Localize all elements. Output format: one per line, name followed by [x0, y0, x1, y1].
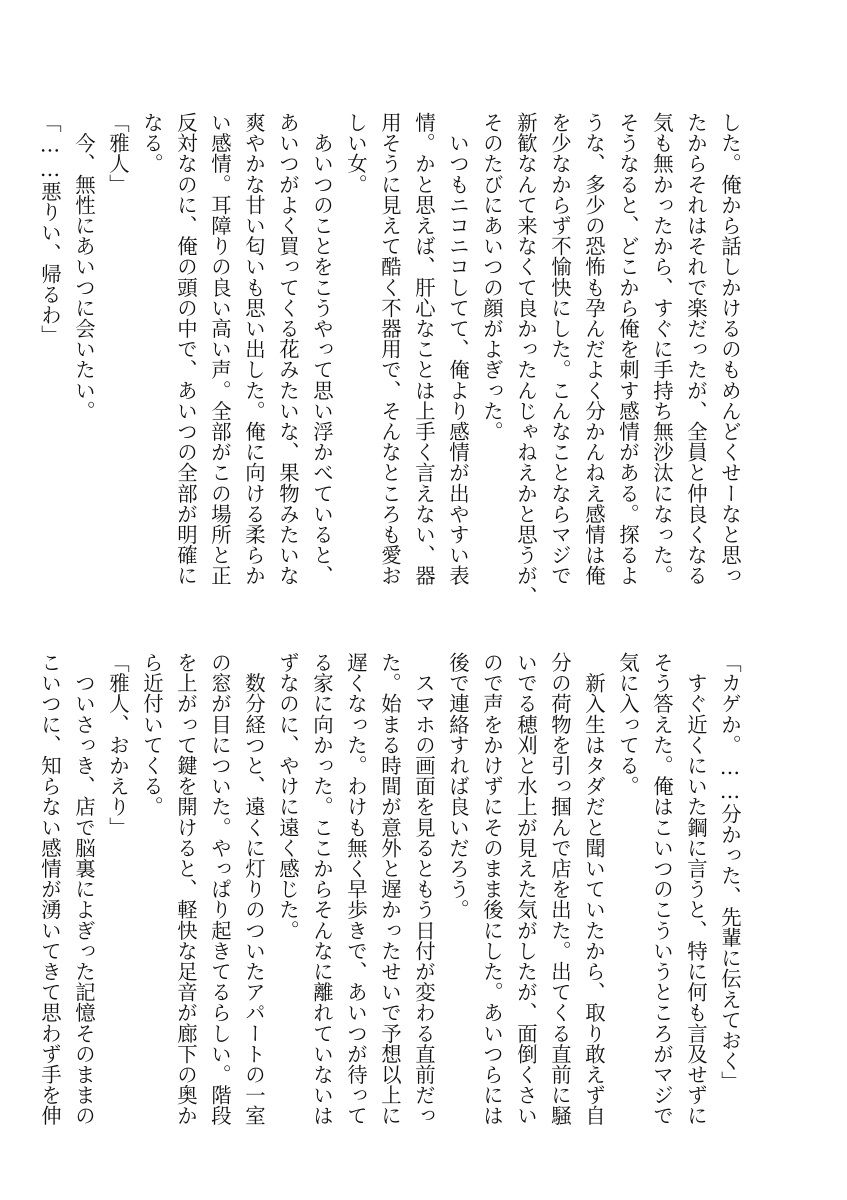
text-line: る家に向かった。ここからそんなに離れていないは — [310, 652, 334, 1126]
text-line: そうなると、どこから俺を刺す感情がある。探るよ — [616, 112, 640, 586]
text-line: 気に入ってる。 — [616, 652, 640, 797]
text-line: を上がって鍵を開けると、軽快な足音が廊下の奥か — [174, 652, 198, 1126]
text-line: こいつに、知らない感情が湧いてきて思わず手を伸 — [38, 652, 62, 1126]
upper-text-block — [33, 112, 747, 617]
text-line: 今、無性にあいつに会いたい。 — [72, 112, 96, 421]
lower-text-block — [33, 652, 747, 1157]
text-line: 新歓なんて来なくて良かったんじゃねえかと思うが、 — [514, 112, 538, 607]
text-line: た。始まる時間が意外と遅かったせいで予想以上に — [378, 652, 402, 1126]
text-line: ので声をかけずにそのまま後にした。あいつらには — [480, 652, 504, 1126]
text-line: うな、多少の恐怖も孕んだよく分かんねえ感情は俺 — [582, 112, 606, 586]
text-line: い感情。耳障りの良い高い声。全部がこの場所と正 — [208, 112, 232, 586]
text-line: 分の荷物を引っ掴んで店を出た。出てくる直前に騒 — [548, 652, 572, 1126]
text-line: 遅くなった。わけも無く早歩きで、あいつが待って — [344, 652, 368, 1126]
text-line: そう答えた。俺はこいつのこういうところがマジで — [650, 652, 674, 1126]
text-line: しい女。 — [344, 112, 368, 195]
text-line: 爽やかな甘い匂いも思い出した。俺に向ける柔らか — [242, 112, 266, 586]
text-line: を少なからず不愉快にした。こんなことならマジで — [548, 112, 572, 586]
text-line: あいつのことをこうやって思い浮かべていると、 — [310, 112, 334, 586]
text-line: スマホの画面を見るともう日付が変わる直前だっ — [412, 652, 436, 1126]
text-line: 新入生はタダだと聞いていたから、取り敢えず自 — [582, 652, 606, 1126]
text-line: いでる穂刈と水上が見えた気がしたが、面倒くさい — [514, 652, 538, 1126]
dialogue-line: 「カゲか。……分かった、先輩に伝えておく」 — [718, 652, 742, 1092]
dialogue-line: 「雅人」 — [106, 112, 130, 195]
text-line: の窓が目についた。やっぱり起きてるらしい。階段 — [208, 652, 232, 1126]
text-line: 反対なのに、俺の頭の中で、あいつの全部が明確に — [174, 112, 198, 586]
text-line: いつもニコニコしてて、俺より感情が出やすい表 — [446, 112, 470, 586]
text-line: すぐ近くにいた鋼に言うと、特に何も言及せずに — [684, 652, 708, 1126]
text-line: 後で連絡すれば良いだろう。 — [446, 652, 470, 920]
text-line: なる。 — [140, 112, 164, 174]
text-line: あいつがよく買ってくる花みたいな、果物みたいな — [276, 112, 300, 586]
text-line: 気も無かったから、すぐに手持ち無沙汰になった。 — [650, 112, 674, 586]
text-line: 用そうに見えて酷く不器用で、そんなところも愛お — [378, 112, 402, 586]
text-line: そのたびにあいつの顔がよぎった。 — [480, 112, 504, 442]
dialogue-line: 「雅人、おかえり」 — [106, 652, 130, 838]
text-line: ずなのに、やけに遠く感じた。 — [276, 652, 300, 941]
text-line: ら近付いてくる。 — [140, 652, 164, 817]
text-line: ついさっき、店で脳裏によぎった記憶そのままの — [72, 652, 96, 1126]
text-line: たからそれはそれで楽だったが、全員と仲良くなる — [684, 112, 708, 586]
text-line: 数分経つと、遠くに灯りのついたアパートの一室 — [242, 652, 266, 1126]
dialogue-line: 「……悪りい、帰るわ」 — [38, 112, 62, 346]
text-line: 情。かと思えば、肝心なことは上手く言えない、器 — [412, 112, 436, 586]
text-line: した。俺から話しかけるのもめんどくせーなと思っ — [718, 112, 742, 586]
